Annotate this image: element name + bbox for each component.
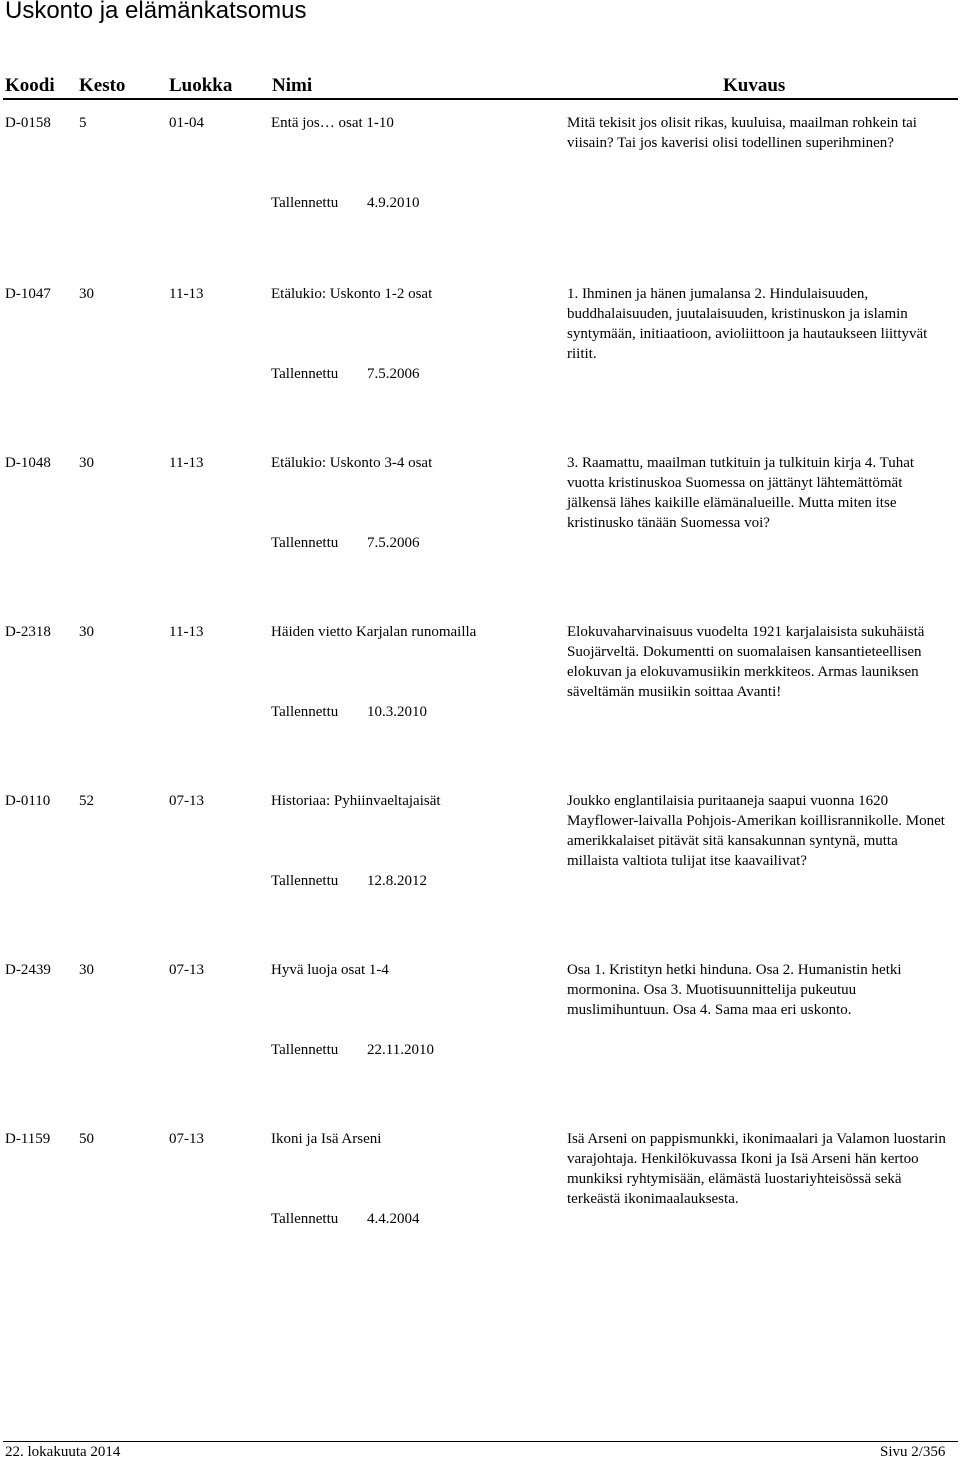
table-row xyxy=(0,1129,960,1297)
page-title: Uskonto ja elämänkatsomus xyxy=(5,0,307,24)
row-saved-label: Tallennettu xyxy=(271,195,339,211)
row-saved-label: Tallennettu xyxy=(271,704,339,720)
row-saved-date: 7.5.2006 xyxy=(367,366,420,382)
row-name: Häiden vietto Karjalan runomailla xyxy=(271,624,477,640)
row-name: Entä jos… osat 1-10 xyxy=(271,115,394,131)
row-description: Isä Arseni on pappismunkki, ikonimaalari ja Valamon luostarin varajohtaja. Henkilökuvassa Ikoni ja Isä Arseni hän kertoo munkiksi ryhtymisään, elämästä luostariyhteisössä sekä terkeästä ikonimaalauksesta. xyxy=(567,1131,946,1207)
row-duration: 52 xyxy=(79,793,94,809)
row-saved-date: 12.8.2012 xyxy=(367,873,427,889)
footer-page-number: Sivu 2/356 xyxy=(880,1444,946,1460)
table-row xyxy=(0,113,960,281)
footer-date: 22. lokakuuta 2014 xyxy=(5,1444,121,1460)
row-saved-label: Tallennettu xyxy=(271,1211,339,1227)
row-description: 1. Ihminen ja hänen jumalansa 2. Hindulaisuuden, buddhalaisuuden, juutalaisuuden, kristinuskon ja islamin syntymään, initiaatioon, avioliittoon ja hautaukseen liittyvät riitit. xyxy=(567,286,928,362)
row-description: Osa 1. Kristityn hetki hinduna. Osa 2. Humanistin hetki mormonina. Osa 3. Muotisuunnittelija pukeutuu muslimihuntuun. Osa 4. Sama maa eri uskonto. xyxy=(567,962,902,1018)
row-code: D-2318 xyxy=(5,624,51,640)
row-duration: 30 xyxy=(79,962,94,978)
row-grade: 07-13 xyxy=(169,1131,204,1147)
row-description: 3. Raamattu, maailman tutkituin ja tulkituin kirja 4. Tuhat vuotta kristinuskoa Suomessa on jättänyt lähtemättömät jälkensä lähes kaikille elämänalueille. Mutta miten itse kristinusko tänään Suomessa voi? xyxy=(567,455,915,531)
row-saved-label: Tallennettu xyxy=(271,366,339,382)
row-duration: 30 xyxy=(79,286,94,302)
row-code: D-1159 xyxy=(5,1131,51,1147)
row-name: Etälukio: Uskonto 1-2 osat xyxy=(271,286,433,302)
header-kuvaus: Kuvaus xyxy=(723,75,786,96)
header-nimi: Nimi xyxy=(272,75,313,96)
row-grade: 11-13 xyxy=(169,286,204,302)
row-duration: 30 xyxy=(79,455,94,471)
table-row xyxy=(0,284,960,452)
row-saved-date: 10.3.2010 xyxy=(367,704,427,720)
table-row xyxy=(0,791,960,959)
header-luokka: Luokka xyxy=(169,75,233,96)
row-code: D-1047 xyxy=(5,286,51,302)
row-grade: 07-13 xyxy=(169,793,204,809)
row-code: D-2439 xyxy=(5,962,51,978)
row-name: Hyvä luoja osat 1-4 xyxy=(271,962,389,978)
header-kesto: Kesto xyxy=(79,75,126,96)
table-row xyxy=(0,622,960,790)
row-duration: 50 xyxy=(79,1131,94,1147)
row-code: D-1048 xyxy=(5,455,51,471)
header-koodi: Koodi xyxy=(5,75,55,96)
row-saved-date: 7.5.2006 xyxy=(367,535,420,551)
row-code: D-0110 xyxy=(5,793,51,809)
row-grade: 07-13 xyxy=(169,962,204,978)
row-duration: 30 xyxy=(79,624,94,640)
table-row xyxy=(0,453,960,621)
table-header xyxy=(0,74,960,100)
row-grade: 01-04 xyxy=(169,115,204,131)
row-saved-label: Tallennettu xyxy=(271,873,339,889)
row-name: Historiaa: Pyhiinvaeltajaisät xyxy=(271,793,441,809)
row-description: Elokuvaharvinaisuus vuodelta 1921 karjalaisista sukuhäistä Suojärveltä. Dokumentti on suomalaisen kansantieteellisen elokuvan ja elokuvamusiikin merkkiteos. Armas launiksen säveltämän musiikin soittaa Avanti! xyxy=(567,624,925,700)
row-name: Ikoni ja Isä Arseni xyxy=(271,1131,382,1147)
row-duration: 5 xyxy=(79,115,87,131)
page-footer xyxy=(0,1442,960,1462)
row-code: D-0158 xyxy=(5,115,51,131)
row-saved-label: Tallennettu xyxy=(271,535,339,551)
row-saved-date: 22.11.2010 xyxy=(367,1042,434,1058)
row-saved-date: 4.4.2004 xyxy=(367,1211,420,1227)
row-description: Mitä tekisit jos olisit rikas, kuuluisa, maailman rohkein tai viisain? Tai jos kaverisi olisi todellinen superihminen? xyxy=(567,115,917,151)
row-saved-label: Tallennettu xyxy=(271,1042,339,1058)
row-grade: 11-13 xyxy=(169,455,204,471)
row-grade: 11-13 xyxy=(169,624,204,640)
row-name: Etälukio: Uskonto 3-4 osat xyxy=(271,455,433,471)
table-row xyxy=(0,960,960,1128)
header-divider xyxy=(3,98,958,100)
row-description: Joukko englantilaisia puritaaneja saapui vuonna 1620 Mayflower-laivalla Pohjois-Amerikan koillisrannikolle. Monet amerikkalaiset pitävät sitä kansakunnan syntynä, mutta millaista valtiota tulijat itse kaavailivat? xyxy=(567,793,945,869)
row-saved-date: 4.9.2010 xyxy=(367,195,420,211)
